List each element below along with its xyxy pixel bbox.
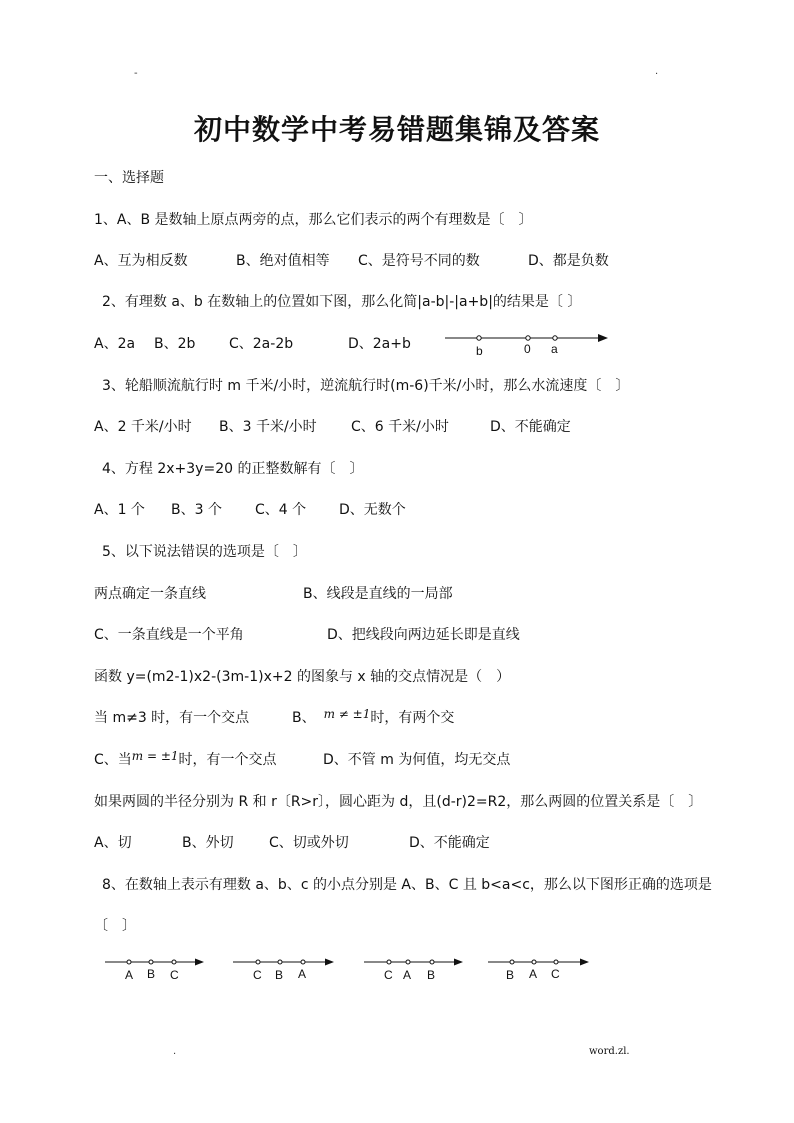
axis-point	[278, 960, 282, 964]
axis-arrow-icon	[598, 334, 608, 342]
q6-option-d: D、不管 m 为何值，均无交点	[323, 752, 511, 768]
section-heading: 一、选择题	[94, 170, 164, 186]
q7-option-c: C、切或外切	[269, 835, 349, 851]
q6-option-c-suffix: 时，有一个交点	[178, 752, 277, 768]
q5-option-a: 两点确定一条直线	[94, 586, 206, 602]
axis-arrow-icon	[325, 959, 334, 966]
axis-point	[387, 960, 391, 964]
q1-option-b: B、绝对值相等	[236, 253, 330, 269]
q6-option-c-prefix: C、当	[94, 752, 132, 768]
q6-option-b	[292, 708, 454, 728]
axis-label: A	[125, 968, 134, 982]
q5-stem: 5、以下说法错误的选项是〔 〕	[102, 544, 307, 560]
q6-option-c	[94, 750, 277, 770]
axis-point	[127, 960, 131, 964]
axis-label: C	[253, 968, 262, 982]
axis-point	[554, 960, 558, 964]
q7-option-b: B、外切	[182, 835, 234, 851]
q2-option-d: D、2a+b	[348, 336, 411, 352]
q4-option-a: A、1 个	[94, 502, 145, 518]
q6-option-a: 当 m≠3 时，有一个交点	[94, 710, 250, 726]
q5-option-d: D、把线段向两边延长即是直线	[327, 627, 520, 643]
axis-point	[510, 960, 514, 964]
q8-diagram-a	[103, 954, 208, 984]
point-zero	[526, 336, 530, 340]
footer-left-mark: .	[173, 1046, 177, 1057]
axis-label: B	[147, 967, 156, 981]
axis-arrow-icon	[580, 959, 589, 966]
q2-stem: 2、有理数 a、b 在数轴上的位置如下图，那么化简|a-b|-|a+b|的结果是〔 〕	[102, 294, 582, 310]
axis-point	[256, 960, 260, 964]
axis-label: C	[384, 968, 393, 982]
q8-stem-line2: 〔 〕	[94, 918, 136, 934]
axis-label: C	[170, 968, 179, 982]
q3-option-c: C、6 千米/小时	[351, 419, 449, 435]
axis-arrow-icon	[454, 959, 463, 966]
q6-stem: 函数 y=(m2-1)x2-(3m-1)x+2 的图象与 x 轴的交点情况是（ ）	[94, 669, 511, 685]
header-left-mark: -	[134, 68, 138, 79]
q2-option-a: A、2a	[94, 336, 136, 352]
header-right-mark: .	[655, 66, 659, 77]
axis-label: A	[298, 967, 307, 981]
q8-diagram-b	[231, 954, 339, 984]
axis-point	[430, 960, 434, 964]
point-b	[477, 336, 481, 340]
q3-option-d: D、不能确定	[490, 419, 571, 435]
q7-stem: 如果两圆的半径分别为 R 和 r〔R>r〕，圆心距为 d，且(d-r)2=R2，那么两圆的位置关系是〔 〕	[94, 794, 703, 810]
axis-label: C	[551, 967, 560, 981]
q8-diagram-d	[486, 954, 594, 984]
axis-point	[532, 960, 536, 964]
axis-label: A	[403, 968, 412, 982]
q4-option-b: B、3 个	[171, 502, 222, 518]
q5-option-b: B、线段是直线的一局部	[303, 586, 453, 602]
q1-stem: 1、A、B 是数轴上原点两旁的点，那么它们表示的两个有理数是〔 〕	[94, 212, 533, 228]
q8-diagram-c	[362, 954, 468, 984]
q3-option-b: B、3 千米/小时	[219, 419, 317, 435]
q3-option-a: A、2 千米/小时	[94, 419, 192, 435]
q5-option-c: C、一条直线是一个平角	[94, 627, 244, 643]
axis-point	[406, 960, 410, 964]
q6-option-c-math: m = ±1	[131, 749, 179, 763]
axis-point	[149, 960, 153, 964]
q2-number-line	[440, 322, 615, 362]
axis-point	[172, 960, 176, 964]
q2-option-b: B、2b	[154, 336, 196, 352]
q8-stem-line1: 8、在数轴上表示有理数 a、b、c 的小点分别是 A、B、C 且 b<a<c，那么以下图形正确的选项是	[102, 877, 712, 893]
axis-label: A	[529, 967, 538, 981]
q2-option-c: C、2a-2b	[229, 336, 294, 352]
q1-option-c: C、是符号不同的数	[358, 253, 480, 269]
footer-text: word.zl.	[589, 1046, 630, 1057]
q1-option-a: A、互为相反数	[94, 253, 188, 269]
q4-option-c: C、4 个	[255, 502, 307, 518]
q3-stem: 3、轮船顺流航行时 m 千米/小时，逆流航行时(m-6)千米/小时，那么水流速度〔 〕	[102, 378, 630, 394]
label-b: b	[476, 344, 483, 358]
label-a: a	[551, 342, 558, 356]
q6-option-b-math: m ≠ ±1	[323, 707, 371, 721]
q4-stem: 4、方程 2x+3y=20 的正整数解有〔 〕	[102, 461, 364, 477]
point-a	[553, 336, 557, 340]
q1-option-d: D、都是负数	[528, 253, 609, 269]
label-zero: 0	[524, 342, 531, 356]
page-title: 初中数学中考易错题集锦及答案	[193, 113, 600, 146]
axis-label: B	[506, 968, 515, 982]
axis-label: B	[427, 968, 436, 982]
q7-option-d: D、不能确定	[409, 835, 490, 851]
axis-arrow-icon	[195, 959, 204, 966]
q6-option-b-suffix: 时，有两个交	[370, 710, 455, 726]
q4-option-d: D、无数个	[339, 502, 406, 518]
q7-option-a: A、切	[94, 835, 132, 851]
axis-label: B	[275, 968, 284, 982]
axis-point	[301, 960, 305, 964]
q6-option-b-prefix: B、	[292, 710, 316, 726]
